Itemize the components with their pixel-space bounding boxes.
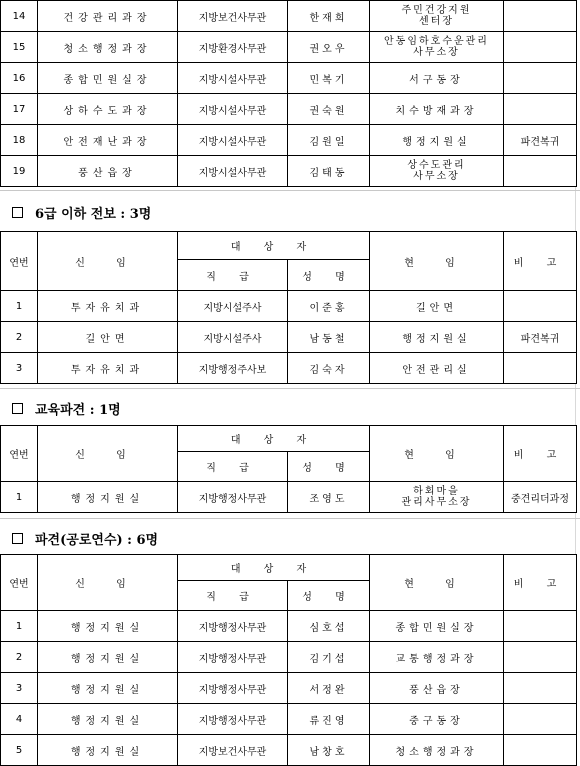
note-cell — [504, 704, 577, 735]
header-current: 현 임 — [370, 232, 504, 291]
current-post-cell — [370, 482, 504, 513]
note-cell — [504, 32, 577, 63]
grade-cell: 지방환경사무관 — [178, 32, 288, 63]
grade-cell: 지방시설사무관 — [178, 125, 288, 156]
row-number-cell: 2 — [1, 642, 38, 673]
header-name: 성 명 — [288, 452, 370, 482]
row-number-cell: 18 — [1, 125, 38, 156]
header-note: 비 고 — [504, 555, 577, 611]
header-note: 비 고 — [504, 232, 577, 291]
sheet-row-line — [0, 518, 580, 519]
grade-cell: 지방행정사무관 — [178, 482, 288, 513]
checkbox-square-icon — [12, 533, 23, 544]
section-title-transfer: 6급 이하 전보 : 3명 — [12, 203, 151, 222]
name-cell: 김태동 — [288, 156, 370, 187]
current-post-cell — [370, 94, 504, 125]
note-cell — [504, 1, 577, 32]
current-post-line: 관리사무소장 — [401, 497, 472, 508]
grade-cell: 지방행정사무관 — [178, 673, 288, 704]
current-post-line: 치수방재과장 — [395, 105, 478, 117]
row-number-cell: 19 — [1, 156, 38, 187]
grade-cell: 지방보건사무관 — [178, 1, 288, 32]
row-number-cell: 14 — [1, 1, 38, 32]
new-post-cell: 행정지원실 — [38, 642, 178, 673]
checkbox-square-icon — [12, 207, 23, 218]
current-post-cell — [370, 322, 504, 353]
name-cell: 심호섭 — [288, 611, 370, 642]
table-row — [1, 1, 577, 32]
header-row — [1, 555, 577, 581]
name-cell: 한재희 — [288, 1, 370, 32]
name-cell: 서정완 — [288, 673, 370, 704]
note-cell — [504, 291, 577, 322]
header-row — [1, 426, 577, 452]
header-target: 대 상 자 — [178, 232, 370, 260]
current-post-line: 센터장 — [419, 16, 454, 27]
current-post-line: 종합민원실장 — [395, 622, 478, 634]
note-cell — [504, 611, 577, 642]
current-post-line: 청소행정과장 — [395, 746, 478, 758]
note-cell — [504, 673, 577, 704]
row-number-cell: 3 — [1, 673, 38, 704]
current-post-line: 사무소장 — [413, 171, 460, 182]
new-post-cell: 행정지원실 — [38, 611, 178, 642]
section-title-education: 교육파견 : 1명 — [12, 399, 121, 418]
name-cell: 남창호 — [288, 735, 370, 766]
header-no: 연번 — [1, 426, 38, 482]
current-post-line: 주민건강지원 — [401, 5, 472, 16]
header-grade: 직 급 — [178, 260, 288, 291]
section-title-dispatch: 파견(공로연수) : 6명 — [12, 529, 158, 548]
new-post-cell: 투자유치과 — [38, 291, 178, 322]
current-post-line: 행정지원실 — [402, 136, 471, 148]
top-rows-table — [0, 0, 577, 187]
name-cell: 이준홍 — [288, 291, 370, 322]
current-post-line: 서구동장 — [409, 74, 464, 86]
header-note: 비 고 — [504, 426, 577, 482]
note-cell: 중견리더과정 — [504, 482, 577, 513]
note-cell: 파견복귀 — [504, 322, 577, 353]
note-cell — [504, 353, 577, 384]
sheet-row-line — [0, 190, 580, 191]
header-grade: 직 급 — [178, 581, 288, 611]
sheet-row-line — [0, 388, 580, 389]
table-row — [1, 322, 577, 353]
new-post-cell: 건강관리과장 — [38, 1, 178, 32]
current-post-cell — [370, 125, 504, 156]
current-post-cell — [370, 673, 504, 704]
note-cell: 파견복귀 — [504, 125, 577, 156]
new-post-cell: 종합민원실장 — [38, 63, 178, 94]
current-post-line: 상수도관리 — [407, 160, 466, 171]
new-post-cell: 행정지원실 — [38, 735, 178, 766]
header-new-post: 신 임 — [38, 426, 178, 482]
table-row — [1, 125, 577, 156]
current-post-cell — [370, 63, 504, 94]
table-row — [1, 704, 577, 735]
current-post-line: 길안면 — [416, 302, 457, 314]
new-post-cell: 풍산읍장 — [38, 156, 178, 187]
education-table — [0, 425, 577, 513]
row-number-cell: 1 — [1, 291, 38, 322]
table-row — [1, 32, 577, 63]
note-cell — [504, 94, 577, 125]
table-row — [1, 642, 577, 673]
current-post-cell — [370, 704, 504, 735]
current-post-line: 풍산읍장 — [409, 684, 464, 696]
name-cell: 김숙자 — [288, 353, 370, 384]
note-cell — [504, 63, 577, 94]
row-number-cell: 5 — [1, 735, 38, 766]
current-post-line: 하회마을 — [413, 486, 460, 497]
table-row — [1, 156, 577, 187]
current-post-cell — [370, 611, 504, 642]
row-number-cell: 16 — [1, 63, 38, 94]
header-current: 현 임 — [370, 426, 504, 482]
new-post-cell: 행정지원실 — [38, 704, 178, 735]
name-cell: 김기섭 — [288, 642, 370, 673]
current-post-line: 행정지원실 — [402, 333, 471, 345]
table-row — [1, 611, 577, 642]
name-cell: 김원일 — [288, 125, 370, 156]
current-post-cell — [370, 32, 504, 63]
grade-cell: 지방행정주사보 — [178, 353, 288, 384]
name-cell: 권숙원 — [288, 94, 370, 125]
name-cell: 권오우 — [288, 32, 370, 63]
new-post-cell: 길안면 — [38, 322, 178, 353]
grade-cell: 지방시설주사 — [178, 291, 288, 322]
header-target: 대 상 자 — [178, 426, 370, 452]
row-number-cell: 1 — [1, 611, 38, 642]
table-row — [1, 353, 577, 384]
grade-cell: 지방보건사무관 — [178, 735, 288, 766]
row-number-cell: 15 — [1, 32, 38, 63]
row-number-cell: 2 — [1, 322, 38, 353]
grade-cell: 지방시설사무관 — [178, 63, 288, 94]
grade-cell: 지방시설사무관 — [178, 156, 288, 187]
new-post-cell: 행정지원실 — [38, 673, 178, 704]
grade-cell: 지방시설주사 — [178, 322, 288, 353]
current-post-line: 중구동장 — [409, 715, 464, 727]
new-post-cell: 행정지원실 — [38, 482, 178, 513]
header-new-post: 신 임 — [38, 232, 178, 291]
current-post-cell — [370, 642, 504, 673]
header-name: 성 명 — [288, 260, 370, 291]
header-row — [1, 232, 577, 260]
header-name: 성 명 — [288, 581, 370, 611]
current-post-cell — [370, 735, 504, 766]
name-cell: 남동철 — [288, 322, 370, 353]
note-cell — [504, 156, 577, 187]
header-new-post: 신 임 — [38, 555, 178, 611]
current-post-line: 안동임하호수운관리 — [384, 36, 489, 47]
header-no: 연번 — [1, 232, 38, 291]
table-row — [1, 291, 577, 322]
row-number-cell: 4 — [1, 704, 38, 735]
current-post-line: 안전관리실 — [402, 364, 471, 376]
current-post-cell — [370, 156, 504, 187]
table-row — [1, 482, 577, 513]
current-post-cell — [370, 291, 504, 322]
table-row — [1, 94, 577, 125]
header-target: 대 상 자 — [178, 555, 370, 581]
new-post-cell: 상하수도과장 — [38, 94, 178, 125]
new-post-cell: 투자유치과 — [38, 353, 178, 384]
name-cell: 조영도 — [288, 482, 370, 513]
grade-cell: 지방행정사무관 — [178, 704, 288, 735]
note-cell — [504, 642, 577, 673]
current-post-cell — [370, 353, 504, 384]
current-post-line: 사무소장 — [413, 47, 460, 58]
row-number-cell: 17 — [1, 94, 38, 125]
table-row — [1, 735, 577, 766]
grade-cell: 지방행정사무관 — [178, 611, 288, 642]
name-cell: 민복기 — [288, 63, 370, 94]
note-cell — [504, 735, 577, 766]
grade-cell: 지방행정사무관 — [178, 642, 288, 673]
current-post-line: 교통행정과장 — [395, 653, 478, 665]
header-current: 현 임 — [370, 555, 504, 611]
checkbox-square-icon — [12, 403, 23, 414]
new-post-cell: 안전재난과장 — [38, 125, 178, 156]
header-no: 연번 — [1, 555, 38, 611]
current-post-cell — [370, 1, 504, 32]
grade-cell: 지방시설사무관 — [178, 94, 288, 125]
row-number-cell: 1 — [1, 482, 38, 513]
dispatch-table — [0, 554, 577, 766]
header-grade: 직 급 — [178, 452, 288, 482]
name-cell: 류진영 — [288, 704, 370, 735]
new-post-cell: 청소행정과장 — [38, 32, 178, 63]
table-row — [1, 63, 577, 94]
table-row — [1, 673, 577, 704]
row-number-cell: 3 — [1, 353, 38, 384]
transfer-table — [0, 231, 577, 384]
